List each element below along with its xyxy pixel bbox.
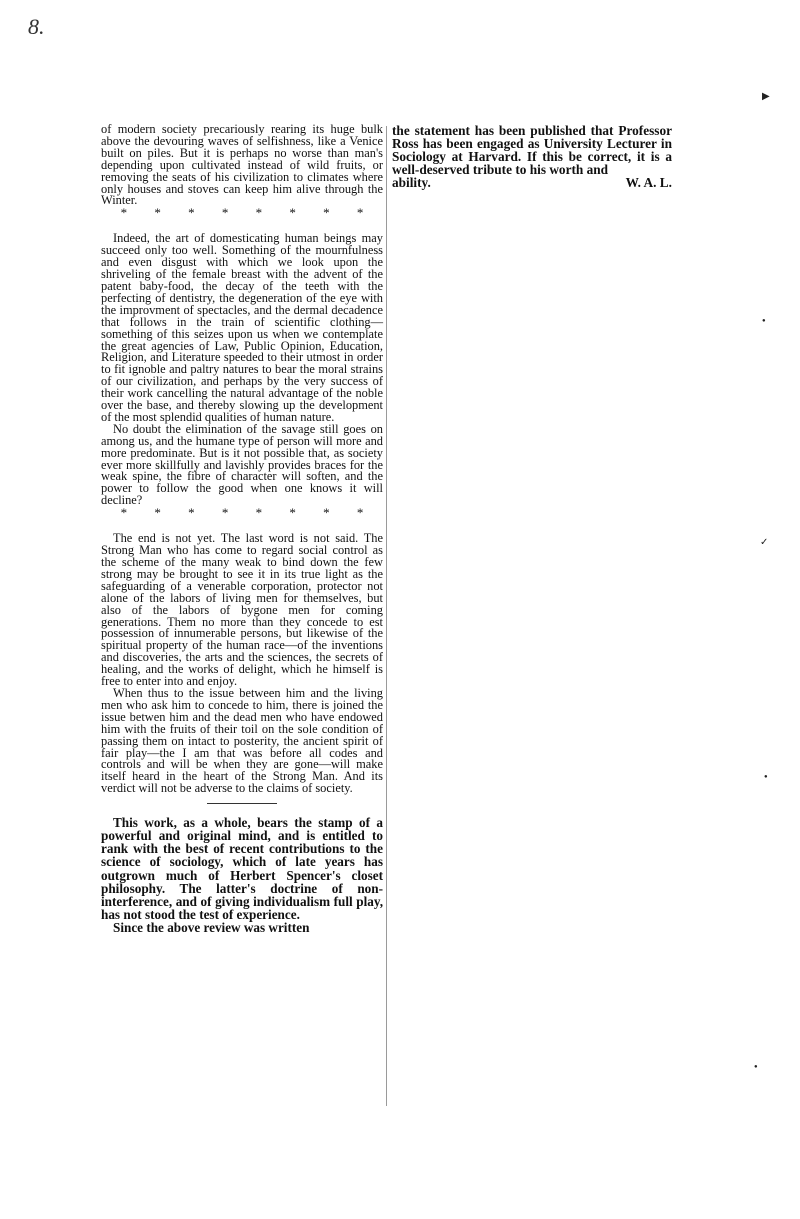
paragraph-1: of modern society precariously rearing its huge bulk above the devouring waves of selfishness, like a Venice built on piles. But it is perhaps no worse than man's depending upon cultivated instead of wild fruits, or removing the seats of his civilization to climates where only houses and stoves can keep him alive through the Winter. bbox=[101, 122, 383, 208]
page-number: 8. bbox=[28, 14, 45, 39]
closing-word: ability. bbox=[392, 175, 431, 191]
margin-mark: ● bbox=[754, 1064, 758, 1070]
margin-mark: ✓ bbox=[760, 537, 769, 548]
closing-rule bbox=[207, 803, 277, 804]
author-initials: W. A. L. bbox=[625, 175, 672, 191]
paragraph-4: The end is not yet. The last word is not said. The Strong Man who has come to regard social control as the scheme of the many weak to bind down the few strong may be brought to see it in its true light as the safeguarding of a venerable corporation, protector not alone of the labors of living men for themselves, but also of the labors of bygone men for coming generations. Them no more than they concede to est possession of innumerable persons, but likewise of the spiritual property of the human race—of the inventions and discoveries, the arts and the sciences, the secrets of healing, and the works of delight, which he himself is free to enter into and enjoy. bbox=[101, 531, 383, 689]
paragraph-5: When thus to the issue between him and the living men who ask him to concede to him, there is joined the issue betwen him and the dead men who have endowed him with the fruits of their toil on the sole condition of passing them on intact to posterity, the ancient spirit of fair play—the I am that was before all codes and controls and will be when they are gone—will make itself heard in the heart of the Strong Man. And its verdict will not be adverse to the claims of society. bbox=[101, 685, 383, 796]
paragraph-2: Indeed, the art of domesticating human beings may succeed only too well. Something of the mournfulness and even disgust with which we look upon the shriveling of the female breast with the advent of the patent baby-food, the decay of the teeth with the perfecting of dentistry, the degeneration of the eye with the improvment of spectacles, and the dermal decadence that follows in the train of scientific clothing—something of this seizes upon us when we contemplate the great agencies of Law, Public Opinion, Education, Religion, and Literature speeded to their utmost in order to fit ignoble and paltry natures to bear the moral strains of our civilization, and perhaps by the very success of their work cancelling the natural advantage of the noble over the base, and thereby slowing up the development of the most splendid qualities of human nature. bbox=[101, 231, 383, 424]
margin-mark: ▶ bbox=[762, 91, 770, 102]
paragraph-7: Since the above review was written bbox=[113, 919, 310, 935]
margin-mark: ● bbox=[764, 774, 768, 780]
left-column bbox=[101, 124, 383, 934]
section-break-2: * * * * * * * * bbox=[120, 505, 364, 521]
signature-line bbox=[392, 176, 672, 189]
right-paragraph: the statement has been published that Professor Ross has been engaged as University Lecturer in Sociology at Harvard. If this be correct, it is a well-deserved tribute to his worth and bbox=[392, 123, 672, 178]
section-break-1: * * * * * * * * bbox=[120, 205, 364, 221]
margin-mark: ● bbox=[762, 318, 766, 324]
paragraph-3: No doubt the elimination of the savage still goes on among us, and the humane type of person will more and more predominate. But is it not possible that, as society ever more skillfully and lavishly provides braces for the weak spine, the fibre of character will soften, and the power to follow the good when one knows it will decline? bbox=[101, 421, 383, 508]
right-column bbox=[392, 124, 672, 189]
column-divider bbox=[386, 126, 387, 1106]
paragraph-6: This work, as a whole, bears the stamp of a powerful and original mind, and is entitled to rank with the best of recent contributions to the science of sociology, which of late years has outgrown much of Herbert Spencer's closet philosophy. The latter's doctrine of non-interference, and of giving individualism full play, has not stood the test of experience. bbox=[101, 815, 383, 922]
